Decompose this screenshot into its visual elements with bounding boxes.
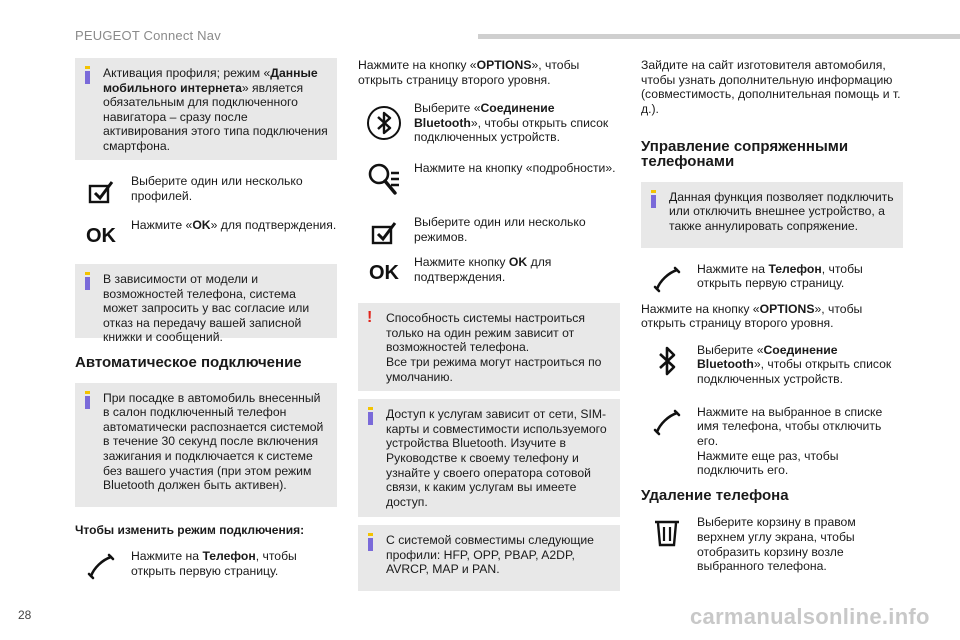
subheading-change-mode: Чтобы изменить режим подключения: (75, 522, 305, 537)
options-instruction: Нажмите на кнопку «OPTIONS», чтобы открыть страницу второго уровня. (358, 58, 580, 87)
step-text: Нажмите кнопку OK для подтверждения. (414, 255, 552, 284)
step-text: Нажмите на выбранное в списке имя телефона, чтобы отключить его. Нажмите еще раз, чтобы подключить его. (697, 404, 883, 478)
info-box-profiles (358, 525, 620, 591)
bluetooth-icon (647, 343, 687, 379)
step-text: Выберите один или несколько профилей. (131, 174, 303, 203)
details-magnifier-icon (364, 161, 404, 197)
step-text: Нажмите «OK» для подтверждения. (131, 218, 337, 232)
page-number: 28 (18, 608, 32, 622)
info-box-phonebook-consent (75, 264, 337, 345)
warning-icon: ! (367, 309, 373, 327)
info-text: В зависимости от модели и возможностей телефона, система может запросить у вас согласие или отказ на передачу вашей записной книжки и сообщений. (103, 272, 310, 345)
info-text: Данная функция позволяет подключить или отключить внешнее устройство, а также аннулировать сопряжение. (669, 189, 894, 233)
step-text: Выберите «Соединение Bluetooth», чтобы открыть список подключенных устройств. (697, 342, 892, 386)
section-heading-delete-phone: Удаление телефона (641, 486, 789, 504)
warning-box-modes (358, 303, 620, 391)
step-confirm-ok (75, 218, 337, 258)
info-text: Доступ к услугам зависит от сети, SIM-карты и совместимости используемого устройства Bluetooth. Изучите в Руководстве к своему телефону и узнайте у своего оператора сотовой связи, к каким услугам вы имеете доступ. (386, 407, 607, 509)
column-1 (75, 58, 337, 578)
step-open-phone (75, 549, 337, 578)
step-text: Выберите один или несколько режимов. (414, 215, 586, 244)
checkbox-icon (81, 174, 121, 210)
warning-text: Способность системы настроиться только на один режим зависит от возможностей телефона. Все три режима могут настроиться по умолчанию. (386, 311, 602, 384)
manual-header-title: PEUGEOT Connect Nav (75, 28, 221, 43)
step-select-modes (358, 215, 620, 251)
step-text: Нажмите на Телефон, чтобы открыть первую страницу. (697, 261, 863, 291)
watermark-text: carmanualsonline.info (690, 604, 930, 629)
info-text: Активация профиля; режим «Данные мобильного интернета» является обязательным для подключенного навигатора – сразу после активирования этого типа подключения смартфона. (103, 66, 328, 153)
step-bluetooth-connection (358, 101, 620, 151)
step-bluetooth-connection (641, 343, 903, 393)
section-heading-manage-paired: Управление сопряженными телефонами (641, 138, 849, 170)
step-open-phone (641, 262, 903, 296)
step-confirm-ok (358, 255, 620, 295)
info-box-auto-connect (75, 383, 337, 507)
info-text: С системой совместимы следующие профили: HFP, OPP, PBAP, A2DP, AVRCP, MAP и PAN. (386, 533, 594, 577)
step-trash (641, 515, 903, 573)
info-box-service-access (358, 399, 620, 517)
handset-icon (647, 405, 687, 441)
step-text: Нажмите на Телефон, чтобы открыть первую страницу. (131, 549, 297, 578)
step-details (358, 161, 620, 209)
trash-icon (647, 515, 687, 551)
handset-icon (647, 262, 687, 298)
ok-icon: OK (369, 261, 399, 284)
checkbox-icon (364, 215, 404, 251)
options-instruction: Нажмите на кнопку «OPTIONS», чтобы открыть страницу второго уровня. (641, 301, 863, 331)
handset-icon (81, 549, 121, 585)
manufacturer-site-text: Зайдите на сайт изготовителя автомобиля, чтобы узнать дополнительную информацию (совместимость, дополнительная помощь и т. д.). (641, 58, 901, 116)
step-select-profiles (75, 174, 337, 208)
info-text: При посадке в автомобиль внесенный в салон подключенный телефон автоматически распознается системой в течение 30 секунд после включения зажигания и подключается к системе без вашего участия (при этом режим Bluetooth должен быть активен). (103, 390, 324, 493)
info-box-profile-activation (75, 58, 337, 160)
info-box-manage (641, 182, 903, 248)
section-heading-auto-connect: Автоматическое подключение (75, 354, 302, 371)
step-text: Выберите корзину в правом верхнем углу экрана, чтобы отобразить корзину возле выбранного телефона. (697, 515, 856, 574)
step-text: Выберите «Соединение Bluetooth», чтобы открыть список подключенных устройств. (414, 101, 609, 145)
column-2 (358, 58, 620, 591)
header-rule (478, 34, 960, 39)
column-3 (641, 58, 903, 574)
step-text: Нажмите на кнопку «подробности». (414, 161, 616, 176)
ok-icon: OK (86, 224, 116, 247)
step-select-phone-name (641, 404, 903, 478)
bluetooth-icon (364, 105, 404, 141)
